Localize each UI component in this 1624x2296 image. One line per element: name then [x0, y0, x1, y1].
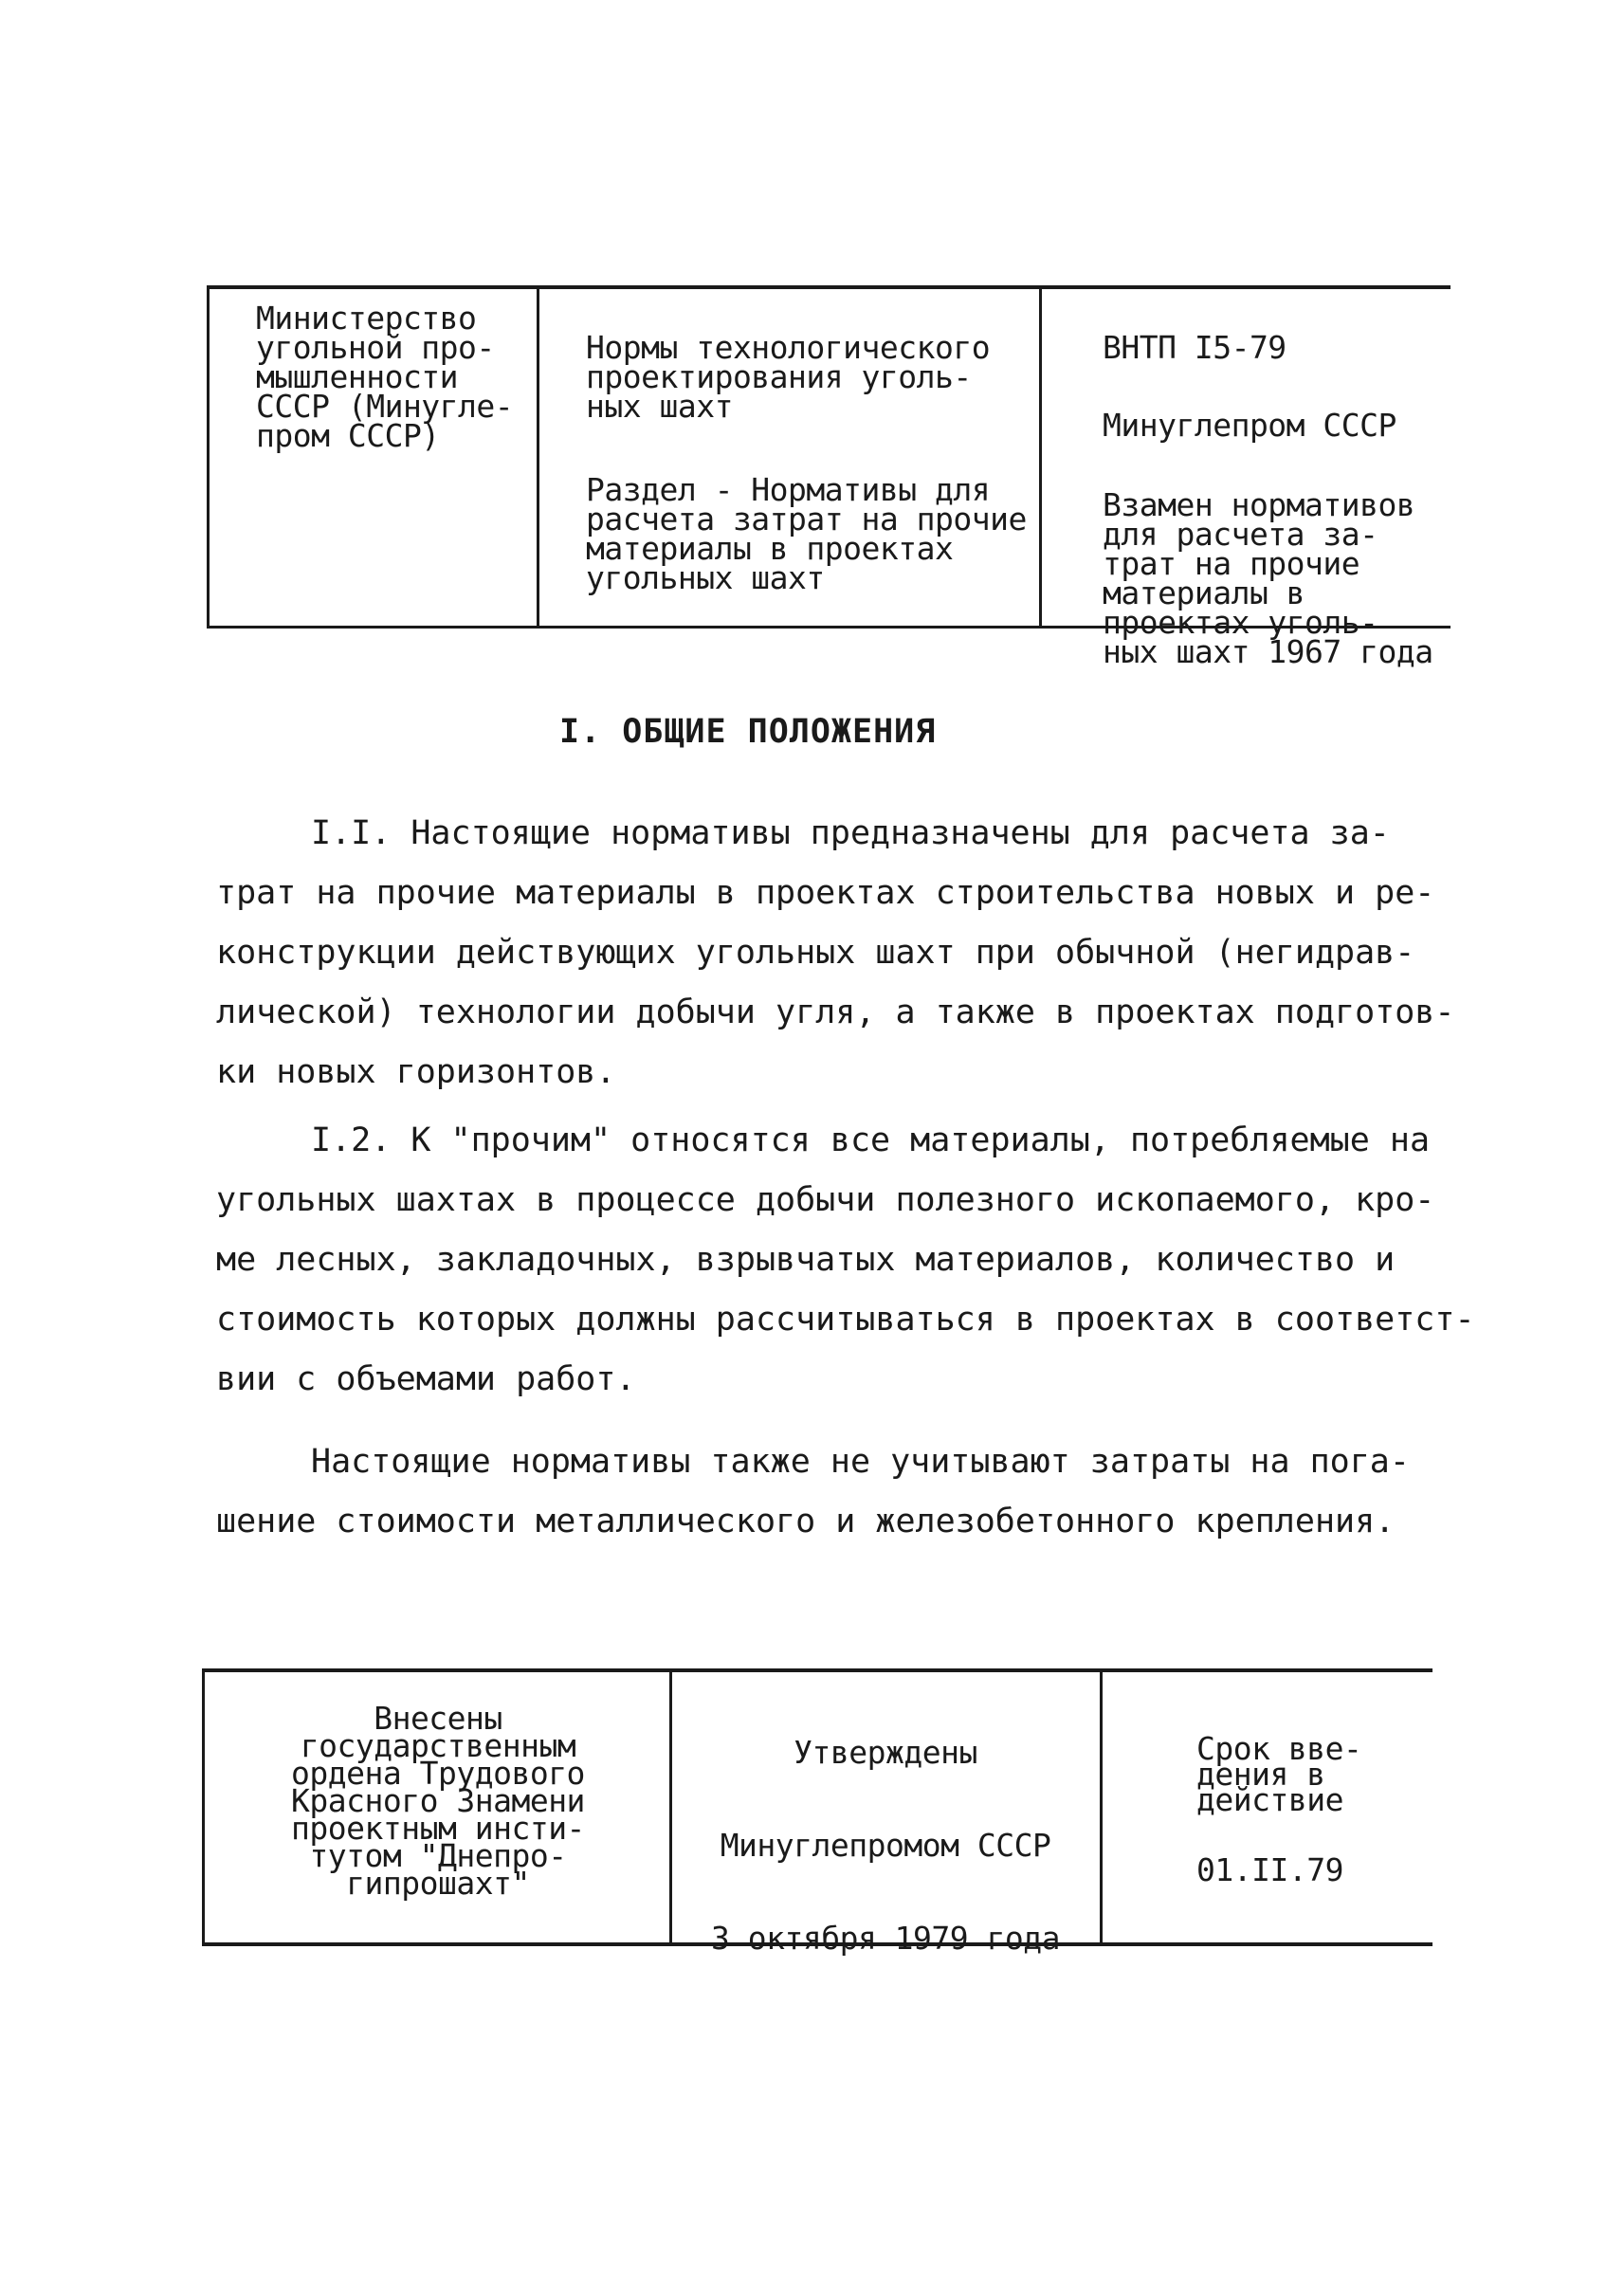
header-replacement-note: Взамен нормативов для расчета за- трат на прочие материалы в проектах уголь- ных шахт 1967 года: [1103, 486, 1433, 670]
body-paragraph-1: [216, 804, 1455, 1102]
text-line: трат на прочие материалы в проектах строительства новых и ре-: [216, 874, 1435, 912]
footer-approval: [675, 1708, 1096, 1994]
footer-effective-label: Срок вве- дения в действие: [1196, 1730, 1362, 1818]
header-norms-section: Раздел - Нормативы для расчета затрат на прочие материалы в проектах угольных шахт: [586, 471, 1027, 596]
footer-divider-2: [1100, 1668, 1103, 1946]
text-line: стоимость которых должны рассчитываться в проектах в соответст-: [216, 1301, 1475, 1339]
body-paragraph-3: [216, 1432, 1410, 1552]
header-divider-1: [537, 285, 539, 629]
header-left-rule: [207, 285, 210, 629]
footer-effective-date: 01.II.79: [1196, 1851, 1343, 1888]
footer-approved-org: Минуглепромом СССР: [720, 1827, 1051, 1864]
header-divider-2: [1039, 285, 1042, 629]
header-norms-name: Нормы технологического проектирования уголь- ных шахт: [586, 329, 991, 425]
text-line: конструкции действующих угольных шахт при обычной (негидрав-: [216, 934, 1415, 972]
header-org: Минуглепром СССР: [1103, 407, 1396, 444]
text-line: I.I. Настоящие нормативы предназначены для расчета за-: [311, 814, 1390, 852]
text-line: ме лесных, закладочных, взрывчатых материалов, количество и: [216, 1241, 1396, 1279]
text-line: I.2. К "прочим" относятся все материалы, потребляемые на: [311, 1121, 1431, 1159]
text-line: Настоящие нормативы также не учитывают затраты на пога-: [311, 1443, 1410, 1481]
footer-top-rule: [202, 1668, 1432, 1672]
section-heading: I. ОБЩИЕ ПОЛОЖЕНИЯ: [559, 713, 937, 751]
text-line: ки новых горизонтов.: [216, 1053, 616, 1091]
footer-approved-title: Утверждены: [794, 1734, 977, 1771]
header-code-block: [1103, 303, 1444, 707]
text-line: шение стоимости металлического и железобетонного крепления.: [216, 1503, 1396, 1540]
header-top-rule: [207, 285, 1451, 289]
footer-divider-1: [669, 1668, 672, 1946]
body-paragraph-2: [216, 1111, 1475, 1410]
header-code: ВНТП I5-79: [1103, 329, 1286, 366]
text-line: вии с объемами работ.: [216, 1360, 636, 1398]
footer-approved-date: 3 октября 1979 года: [711, 1920, 1060, 1957]
footer-effective: [1196, 1710, 1424, 1920]
text-line: лической) технологии добычи угля, а также в проектах подготов-: [216, 993, 1455, 1031]
header-norms-title: [586, 303, 1031, 633]
header-ministry: Министерство угольной про- мышленности СССР (Минугле- пром СССР): [256, 300, 514, 454]
footer-left-rule: [202, 1668, 205, 1946]
text-line: угольных шахтах в процессе добычи полезного ископаемого, кро-: [216, 1181, 1435, 1219]
footer-submitted-by: Внесены государственным ордена Трудового Красного Знамени проектным инсти- тутом "Днепро- гипрошахт": [291, 1700, 585, 1902]
